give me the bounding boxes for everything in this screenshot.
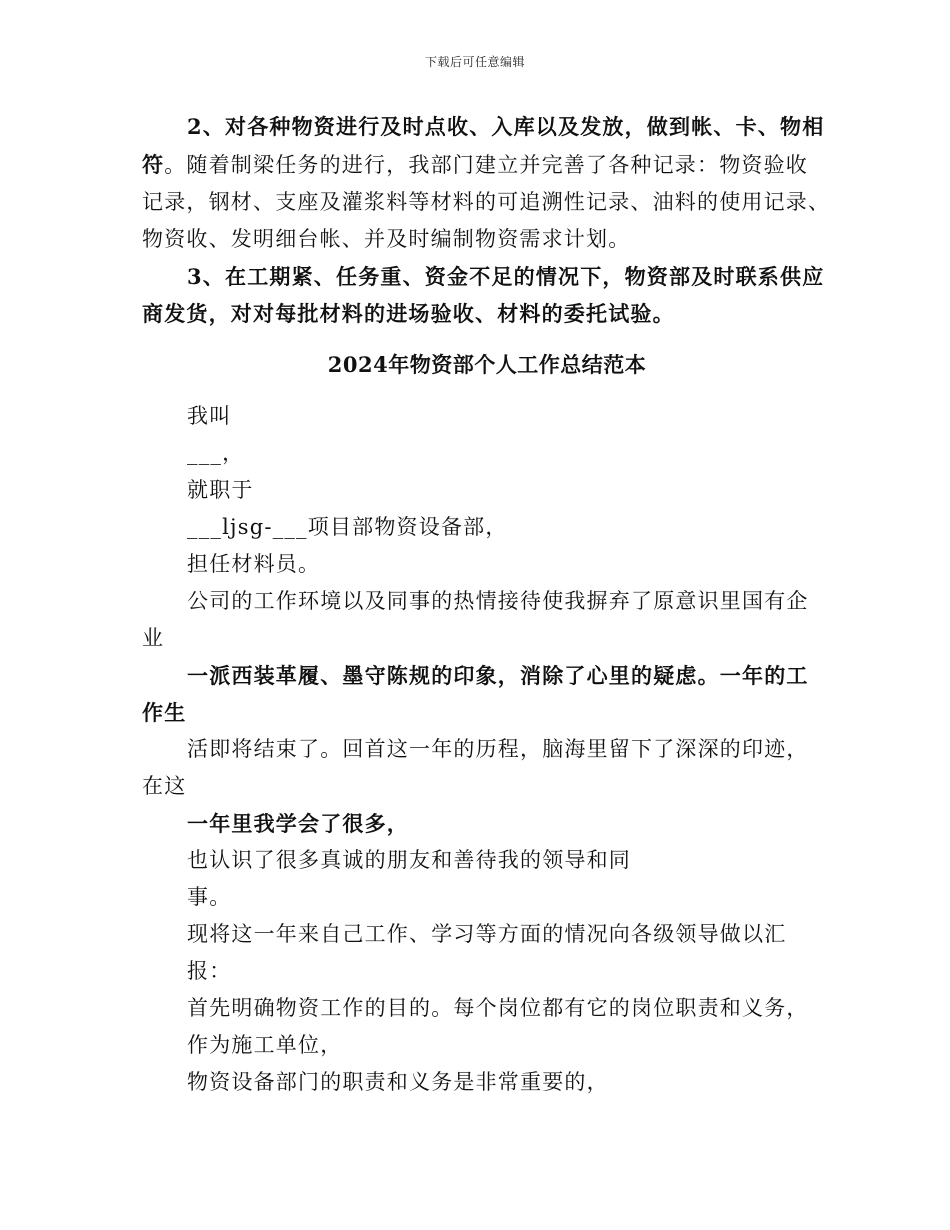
body-line-19: 物资设备部门的职责和义务是非常重要的， [187, 1070, 609, 1094]
body-line-10: 活即将结束了。回首这一年的历程，脑海里留下了深深的印迹， [187, 737, 809, 761]
item-2-line-2 [142, 146, 832, 184]
body-line-17: 首先明确物资工作的目的。每个岗位都有它的岗位职责和义务， [187, 996, 809, 1020]
body-line-16: 报： [187, 959, 232, 983]
item-2-heading: 2、对各种物资进行及时点收、入库以及发放，做到帐、卡、物相 [187, 114, 825, 139]
body-line-2: ___， [187, 441, 245, 465]
body-line-13: 也认识了很多真诚的朋友和善待我的领导和同 [187, 848, 631, 872]
body-line-1: 我叫 [187, 404, 232, 428]
item-2-text-1: 。随着制梁任务的进行，我部门建立并完善了各种记录：物资验收 [164, 153, 809, 177]
item-2-heading-cont: 符 [142, 152, 165, 177]
body-line-15: 现将这一年来自己工作、学习等方面的情况向各级领导做以汇 [187, 922, 787, 946]
item-2-line-3: 记录，钢材、支座及灌浆料等材料的可追溯性记录、油料的使用记录、 [142, 190, 831, 214]
item-3-line-1: 3、在工期紧、任务重、资金不足的情况下，物资部及时联系供应 [187, 264, 825, 289]
body-line-5: 担任材料员。 [187, 552, 321, 576]
body-line-18: 作为施工单位， [187, 1033, 343, 1057]
body-line-3: 就职于 [187, 478, 254, 502]
body-line-4: ___ljsg-___项目部物资设备部， [187, 515, 508, 539]
body-line-8: 一派西装革履、墨守陈规的印象，消除了心里的疑虑。一年的工 [187, 663, 809, 688]
body-line-6: 公司的工作环境以及同事的热情接待使我摒弃了原意识里国有企 [187, 589, 809, 613]
item-3-line-2: 商发货，对对每批材料的进场验收、材料的委托试验。 [142, 301, 675, 326]
body-line-12: 一年里我学会了很多， [187, 811, 409, 836]
header-note: 下载后可任意编辑 [424, 55, 525, 69]
body-line-11: 在这 [142, 774, 187, 798]
document-title: 2024年物资部个人工作总结范本 [327, 352, 647, 377]
item-2-line-1 [142, 108, 832, 146]
body-line-7: 业 [142, 626, 165, 650]
body-line-9: 作生 [142, 700, 187, 725]
document-body [142, 108, 832, 1101]
item-2-line-4: 物资收、发明细台帐、并及时编制物资需求计划。 [142, 227, 631, 251]
body-line-14: 事。 [187, 885, 232, 909]
